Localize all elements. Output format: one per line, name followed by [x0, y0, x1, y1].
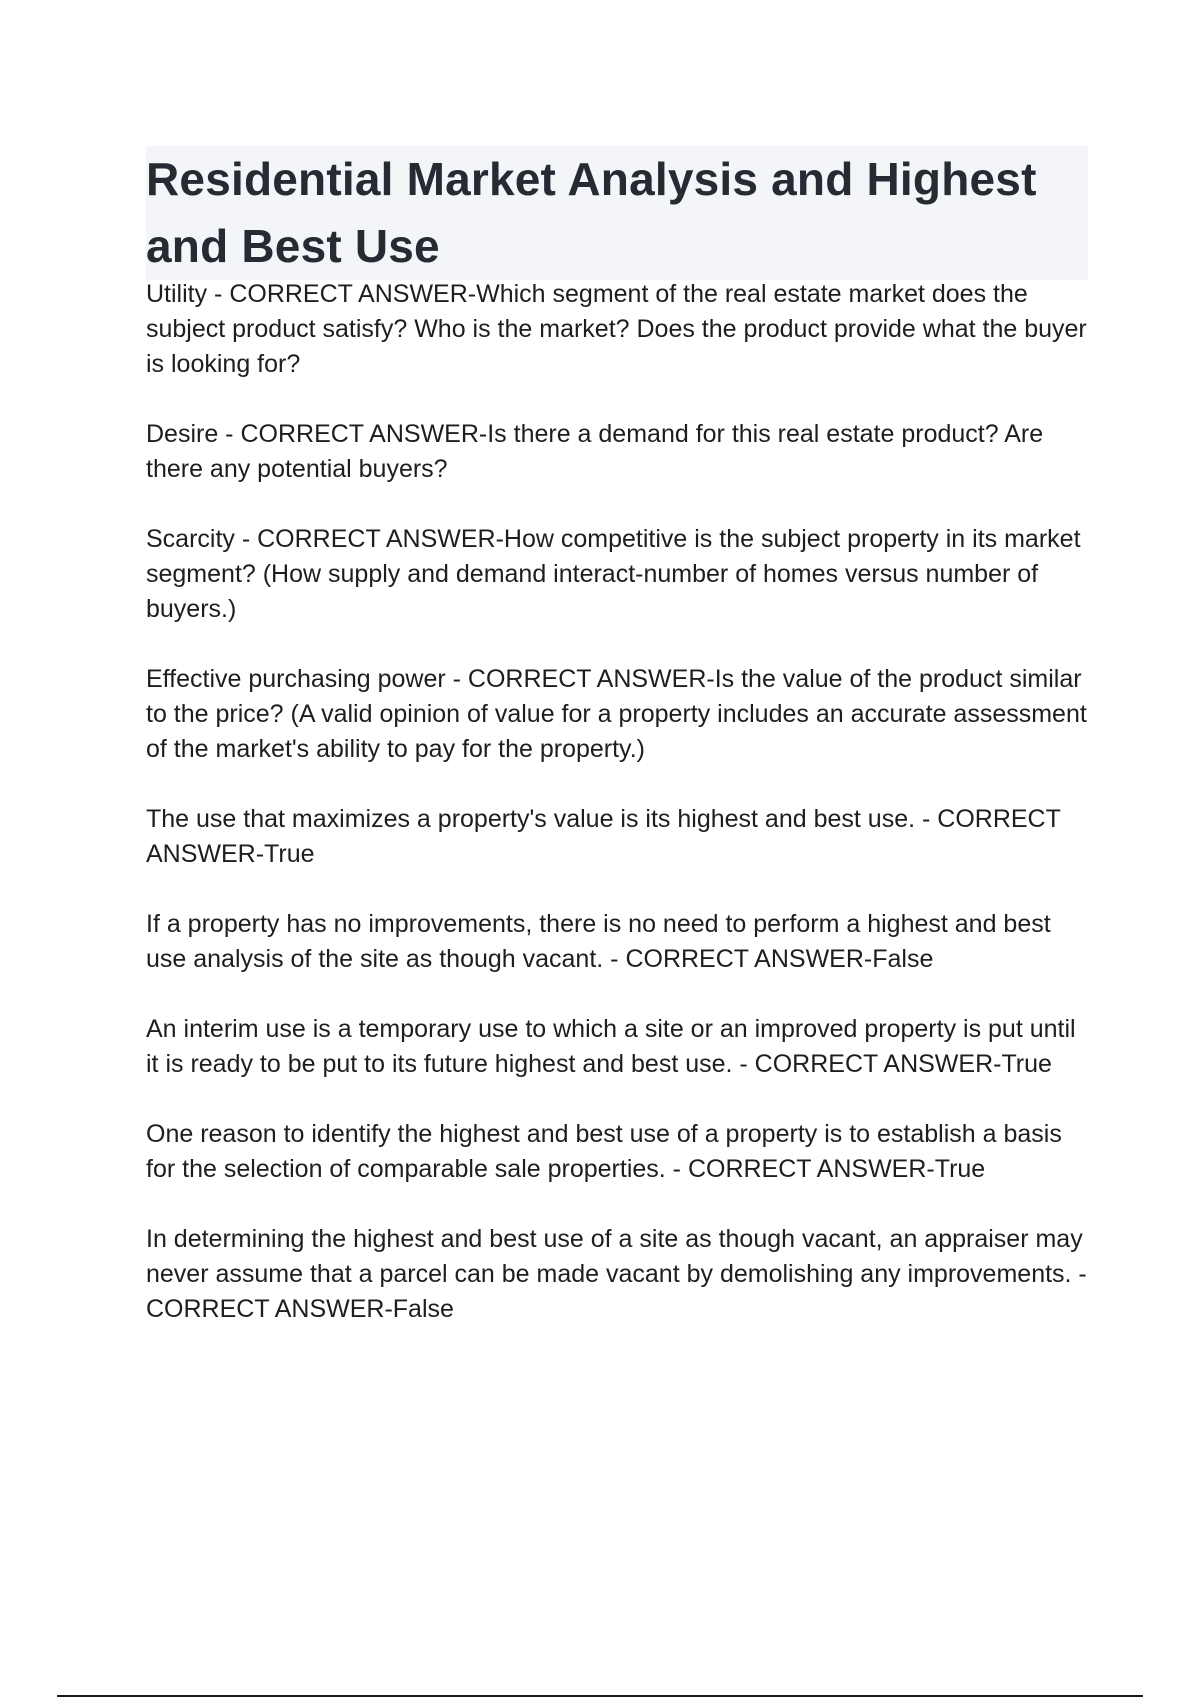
- title-block: [146, 146, 1088, 280]
- qa-list: [146, 277, 1094, 1362]
- footer-divider: [57, 1695, 1143, 1697]
- qa-item-interim-use: An interim use is a temporary use to which a site or an improved property is put until it is ready to be put to its future highest and best use. - CORRECT ANSWER-True: [146, 1015, 1083, 1078]
- qa-item-scarcity: Scarcity - CORRECT ANSWER-How competitive is the subject property in its market segment? (How supply and demand interact-number of homes versus number of buyers.): [146, 525, 1088, 623]
- qa-item-no-improvements: If a property has no improvements, there is no need to perform a highest and best use analysis of the site as though vacant. - CORRECT ANSWER-False: [146, 910, 1058, 973]
- qa-item-utility: Utility - CORRECT ANSWER-Which segment of the real estate market does the subject product satisfy? Who is the market? Does the product provide what the buyer is looking for?: [146, 280, 1094, 378]
- qa-item-desire: Desire - CORRECT ANSWER-Is there a demand for this real estate product? Are there any potential buyers?: [146, 420, 1051, 483]
- qa-item-purchasing-power: Effective purchasing power - CORRECT ANSWER-Is the value of the product similar to the price? (A valid opinion of value for a property includes an accurate assessment of the market's ability to pay for the property.): [146, 665, 1094, 763]
- qa-item-comparable-sales: One reason to identify the highest and best use of a property is to establish a basis for the selection of comparable sale properties. - CORRECT ANSWER-True: [146, 1120, 1069, 1183]
- page-title: Residential Market Analysis and Highest and Best Use: [146, 153, 1037, 272]
- qa-item-maximizes-value: The use that maximizes a property's value is its highest and best use. - CORRECT ANSWER-True: [146, 805, 1066, 868]
- qa-item-demolishing: In determining the highest and best use of a site as though vacant, an appraiser may never assume that a parcel can be made vacant by demolishing any improvements. - CORRECT ANSWER-False: [146, 1225, 1094, 1323]
